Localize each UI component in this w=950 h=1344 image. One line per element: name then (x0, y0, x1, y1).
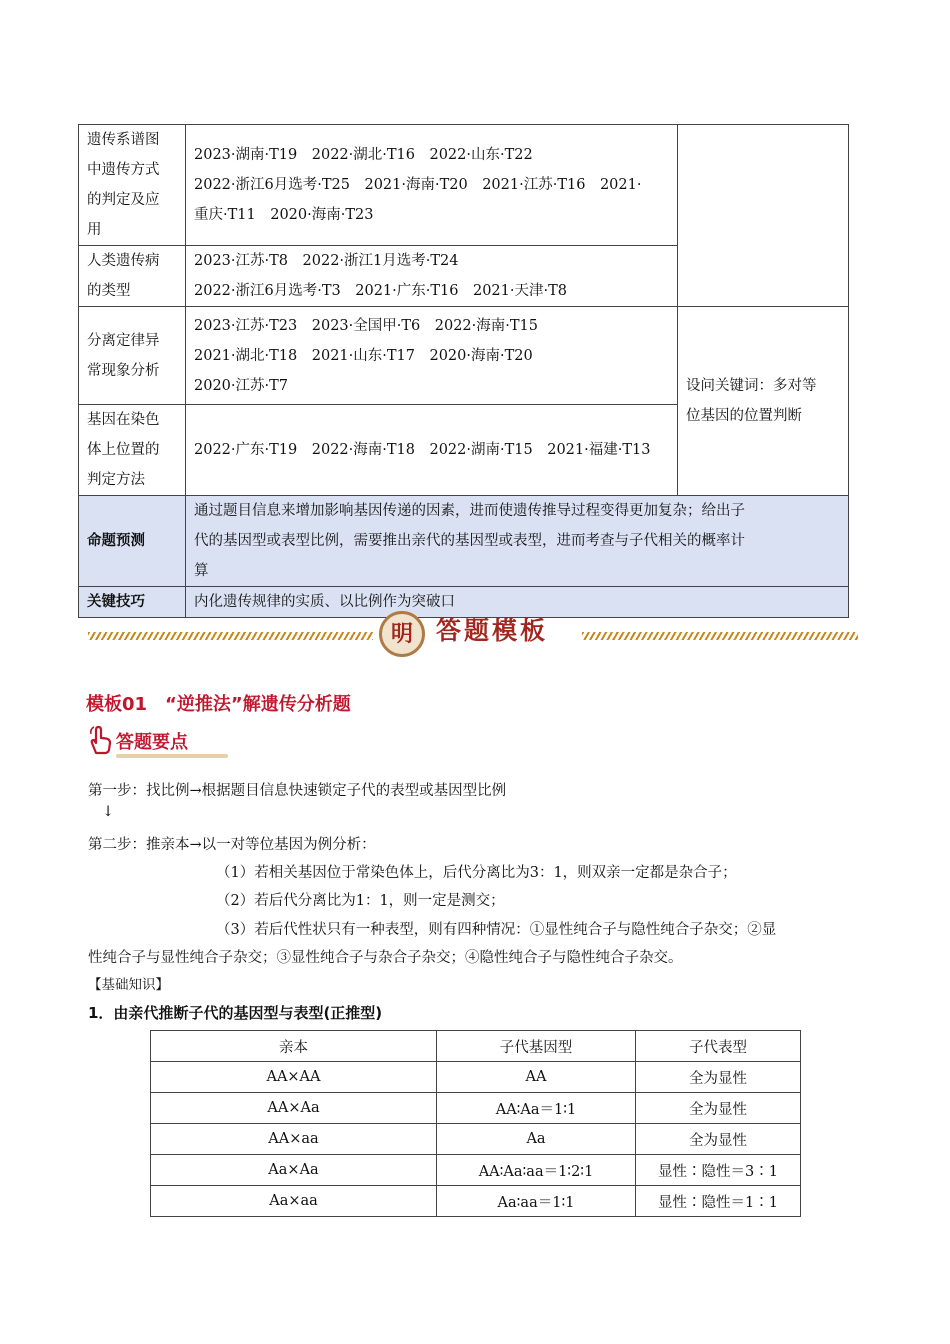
skill-text: 内化遗传规律的实质、以比例作为突破口 (186, 587, 849, 618)
topic-cell: 基因在染色 体上位置的 判定方法 (79, 405, 186, 496)
section-1-title: 1．由亲代推断子代的基因型与表型(正推型) (88, 1004, 383, 1022)
refs-cell: 2023·江苏·T8 2022·浙江1月选考·T24 2022·浙江6月选考·T3 2021·广东·T16 2021·天津·T8 (186, 246, 678, 307)
refs-cell: 2023·湖南·T19 2022·湖北·T16 2022·山东·T22 2022·浙江6月选考·T25 2021·海南·T20 2021·江苏·T16 2021· 重庆·T11 2020·海南·T23 (186, 125, 678, 246)
topic-cell: 分离定律异 常现象分析 (79, 307, 186, 405)
banner-title: 答题模板 (436, 616, 549, 645)
table-row (79, 125, 849, 246)
refs-cell: 2023·江苏·T23 2023·全国甲·T6 2022·海南·T15 2021·湖北·T18 2021·山东·T17 2020·海南·T20 2020·江苏·T7 (186, 307, 678, 405)
table-row (79, 307, 849, 405)
table-row (151, 1062, 801, 1093)
skill-label: 关键技巧 (79, 587, 186, 618)
step-2: 第二步：推亲本→以一对等位基因为例分析： (88, 837, 376, 853)
points-underline (116, 754, 228, 758)
cross-table (150, 1030, 801, 1217)
cell: Aa×aa (151, 1186, 437, 1217)
header-cell: 子代表型 (636, 1031, 801, 1062)
banner-seal: 明 (379, 611, 425, 657)
item-1: （1）若相关基因位于常染色体上，后代分离比为3：1，则双亲一定都是杂合子； (216, 865, 737, 881)
cell: Aa×Aa (151, 1155, 437, 1186)
exam-topics-table (78, 124, 849, 618)
cell: Aa∶aa＝1∶1 (437, 1186, 636, 1217)
prediction-label: 命题预测 (79, 496, 186, 587)
cell: AA (437, 1062, 636, 1093)
pointing-hand-icon (86, 725, 114, 755)
header-cell: 子代基因型 (437, 1031, 636, 1062)
cell: 全为显性 (636, 1124, 801, 1155)
basics-heading: 【基础知识】 (88, 977, 169, 993)
prediction-row (79, 496, 849, 587)
refs-cell: 2022·广东·T19 2022·海南·T18 2022·湖南·T15 2021·福建·T13 (186, 405, 678, 496)
template-title: 模板01 “逆推法”解遗传分析题 (86, 694, 351, 715)
prediction-text: 通过题目信息来增加影响基因传递的因素，进而使遗传推导过程变得更加复杂；给出子 代的基因型或表型比例，需要推出亲代的基因型或表型，进而考查与子代相关的概率计 算 (186, 496, 849, 587)
cell: 全为显性 (636, 1093, 801, 1124)
cell: 显性∶隐性＝3∶1 (636, 1155, 801, 1186)
header-cell: 亲本 (151, 1031, 437, 1062)
table-row (151, 1186, 801, 1217)
banner-right-stripe (582, 632, 858, 640)
table-row (151, 1093, 801, 1124)
empty-note-cell (678, 125, 849, 307)
points-label: 答题要点 (116, 732, 188, 753)
table-row (151, 1124, 801, 1155)
table-row (151, 1155, 801, 1186)
note-cell: 设问关键词：多对等 位基因的位置判断 (678, 307, 849, 496)
cell: 显性∶隐性＝1∶1 (636, 1186, 801, 1217)
cell: AA×AA (151, 1062, 437, 1093)
topic-cell: 人类遗传病 的类型 (79, 246, 186, 307)
item-2: （2）若后代分离比为1：1，则一定是测交； (216, 893, 505, 909)
cell: AA∶Aa∶aa＝1∶2∶1 (437, 1155, 636, 1186)
table-header-row (151, 1031, 801, 1062)
item-3-line-2: 性纯合子与显性纯合子杂交；③显性纯合子与杂合子杂交；④隐性纯合子与隐性纯合子杂交。 (88, 950, 683, 966)
banner-left-stripe (88, 632, 373, 640)
cell: AA∶Aa＝1∶1 (437, 1093, 636, 1124)
topic-cell: 遗传系谱图 中遗传方式 的判定及应 用 (79, 125, 186, 246)
item-3-line-1: （3）若后代性状只有一种表型，则有四种情况：①显性纯合子与隐性纯合子杂交；②显 (216, 922, 777, 938)
cell: AA×aa (151, 1124, 437, 1155)
cell: 全为显性 (636, 1062, 801, 1093)
cell: Aa (437, 1124, 636, 1155)
cell: AA×Aa (151, 1093, 437, 1124)
down-arrow: ↓ (102, 804, 115, 820)
step-1: 第一步：找比例→根据题目信息快速锁定子代的表型或基因型比例 (88, 783, 507, 799)
